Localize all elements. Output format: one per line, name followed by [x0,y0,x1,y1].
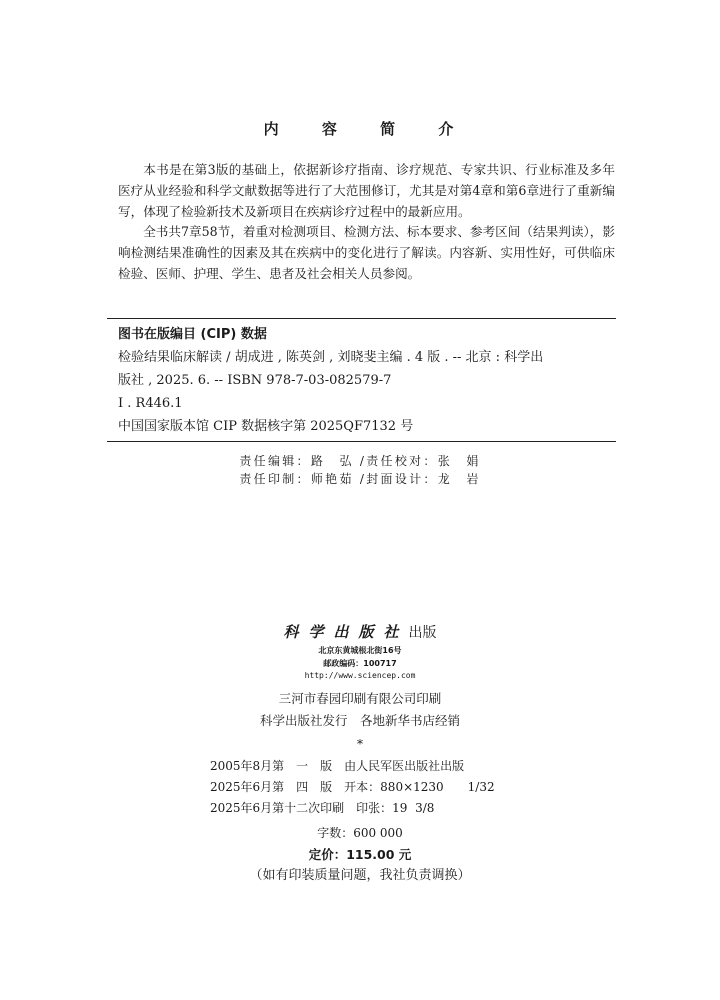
cip-block [118,323,618,438]
editor-credits [0,452,720,488]
publisher-logo: 科学出版社 [283,623,409,641]
price: 定价：115.00 元 [308,847,412,862]
editor-line-2: 责任印制：师艳茹 /封面设计：龙 岩 [239,472,481,486]
cip-line-4: 中国国家版本馆 CIP 数据核字第 2025QF7132 号 [118,419,414,434]
edition-line-2: 2025年6月第 四 版 开本：880×1230 1/32 [210,780,495,794]
publisher-suffix: 出版 [408,625,437,641]
quality-note: （如有印装质量问题，我社负责调换） [249,868,471,883]
page-title: 内 容 简 介 [263,120,473,138]
summary-paragraph-1: 本书是在第3版的基础上，依据新诊疗指南、诊疗规范、专家共识、行业标准及多年医疗从业经验和科学文献数据等进行了大范围修订，尤其是对第4章和第6章进行了重新编写，体现了检验新技术及新项目在疾病诊疗过程中的最新应用。 [118,162,615,219]
publisher-postcode: 邮政编码：100717 [323,658,397,668]
edition-line-3: 2025年6月第十二次印刷 印张：19 3/8 [210,801,435,815]
cip-line-2: 版社 , 2025. 6. -- ISBN 978-7-03-082579-7 [118,373,392,388]
printing-info [0,688,720,732]
publisher-line [0,621,720,642]
distribution-line: 科学出版社发行 各地新华书店经销 [259,713,460,728]
edition-line-1: 2005年8月第 一 版 由人民军医出版社出版 [210,759,465,773]
cip-line-3: Ⅰ . R446.1 [118,396,183,411]
publisher-address: 北京东黄城根北街16号 [318,646,402,655]
summary-text [118,160,615,285]
top-divider [107,318,616,319]
cip-title: 图书在版编目 (CIP) 数据 [118,327,267,342]
word-count: 字数：600 000 [317,826,403,840]
publisher-url: http://www.sciencep.com [304,671,416,680]
separator-star: * [357,737,363,751]
printer-line: 三河市春园印刷有限公司印刷 [278,691,442,706]
publisher-details [0,645,720,683]
editor-line-1: 责任编辑：路 弘 /责任校对：张 娟 [239,454,481,468]
cip-line-1: 检验结果临床解读 / 胡成进 , 陈英剑 , 刘晓斐主编 . 4 版 . -- 北京 : 科学出 [118,350,544,365]
bottom-divider [107,441,616,442]
edition-history [210,756,495,819]
summary-paragraph-2: 全书共7章58节，着重对检测项目、检测方法、标本要求、参考区间（结果判读），影响检测结果准确性的因素及其在疾病中的变化进行了解读。内容新、实用性好，可供临床检验、医师、护理、学生、患者及社会相关人员参阅。 [118,224,615,281]
